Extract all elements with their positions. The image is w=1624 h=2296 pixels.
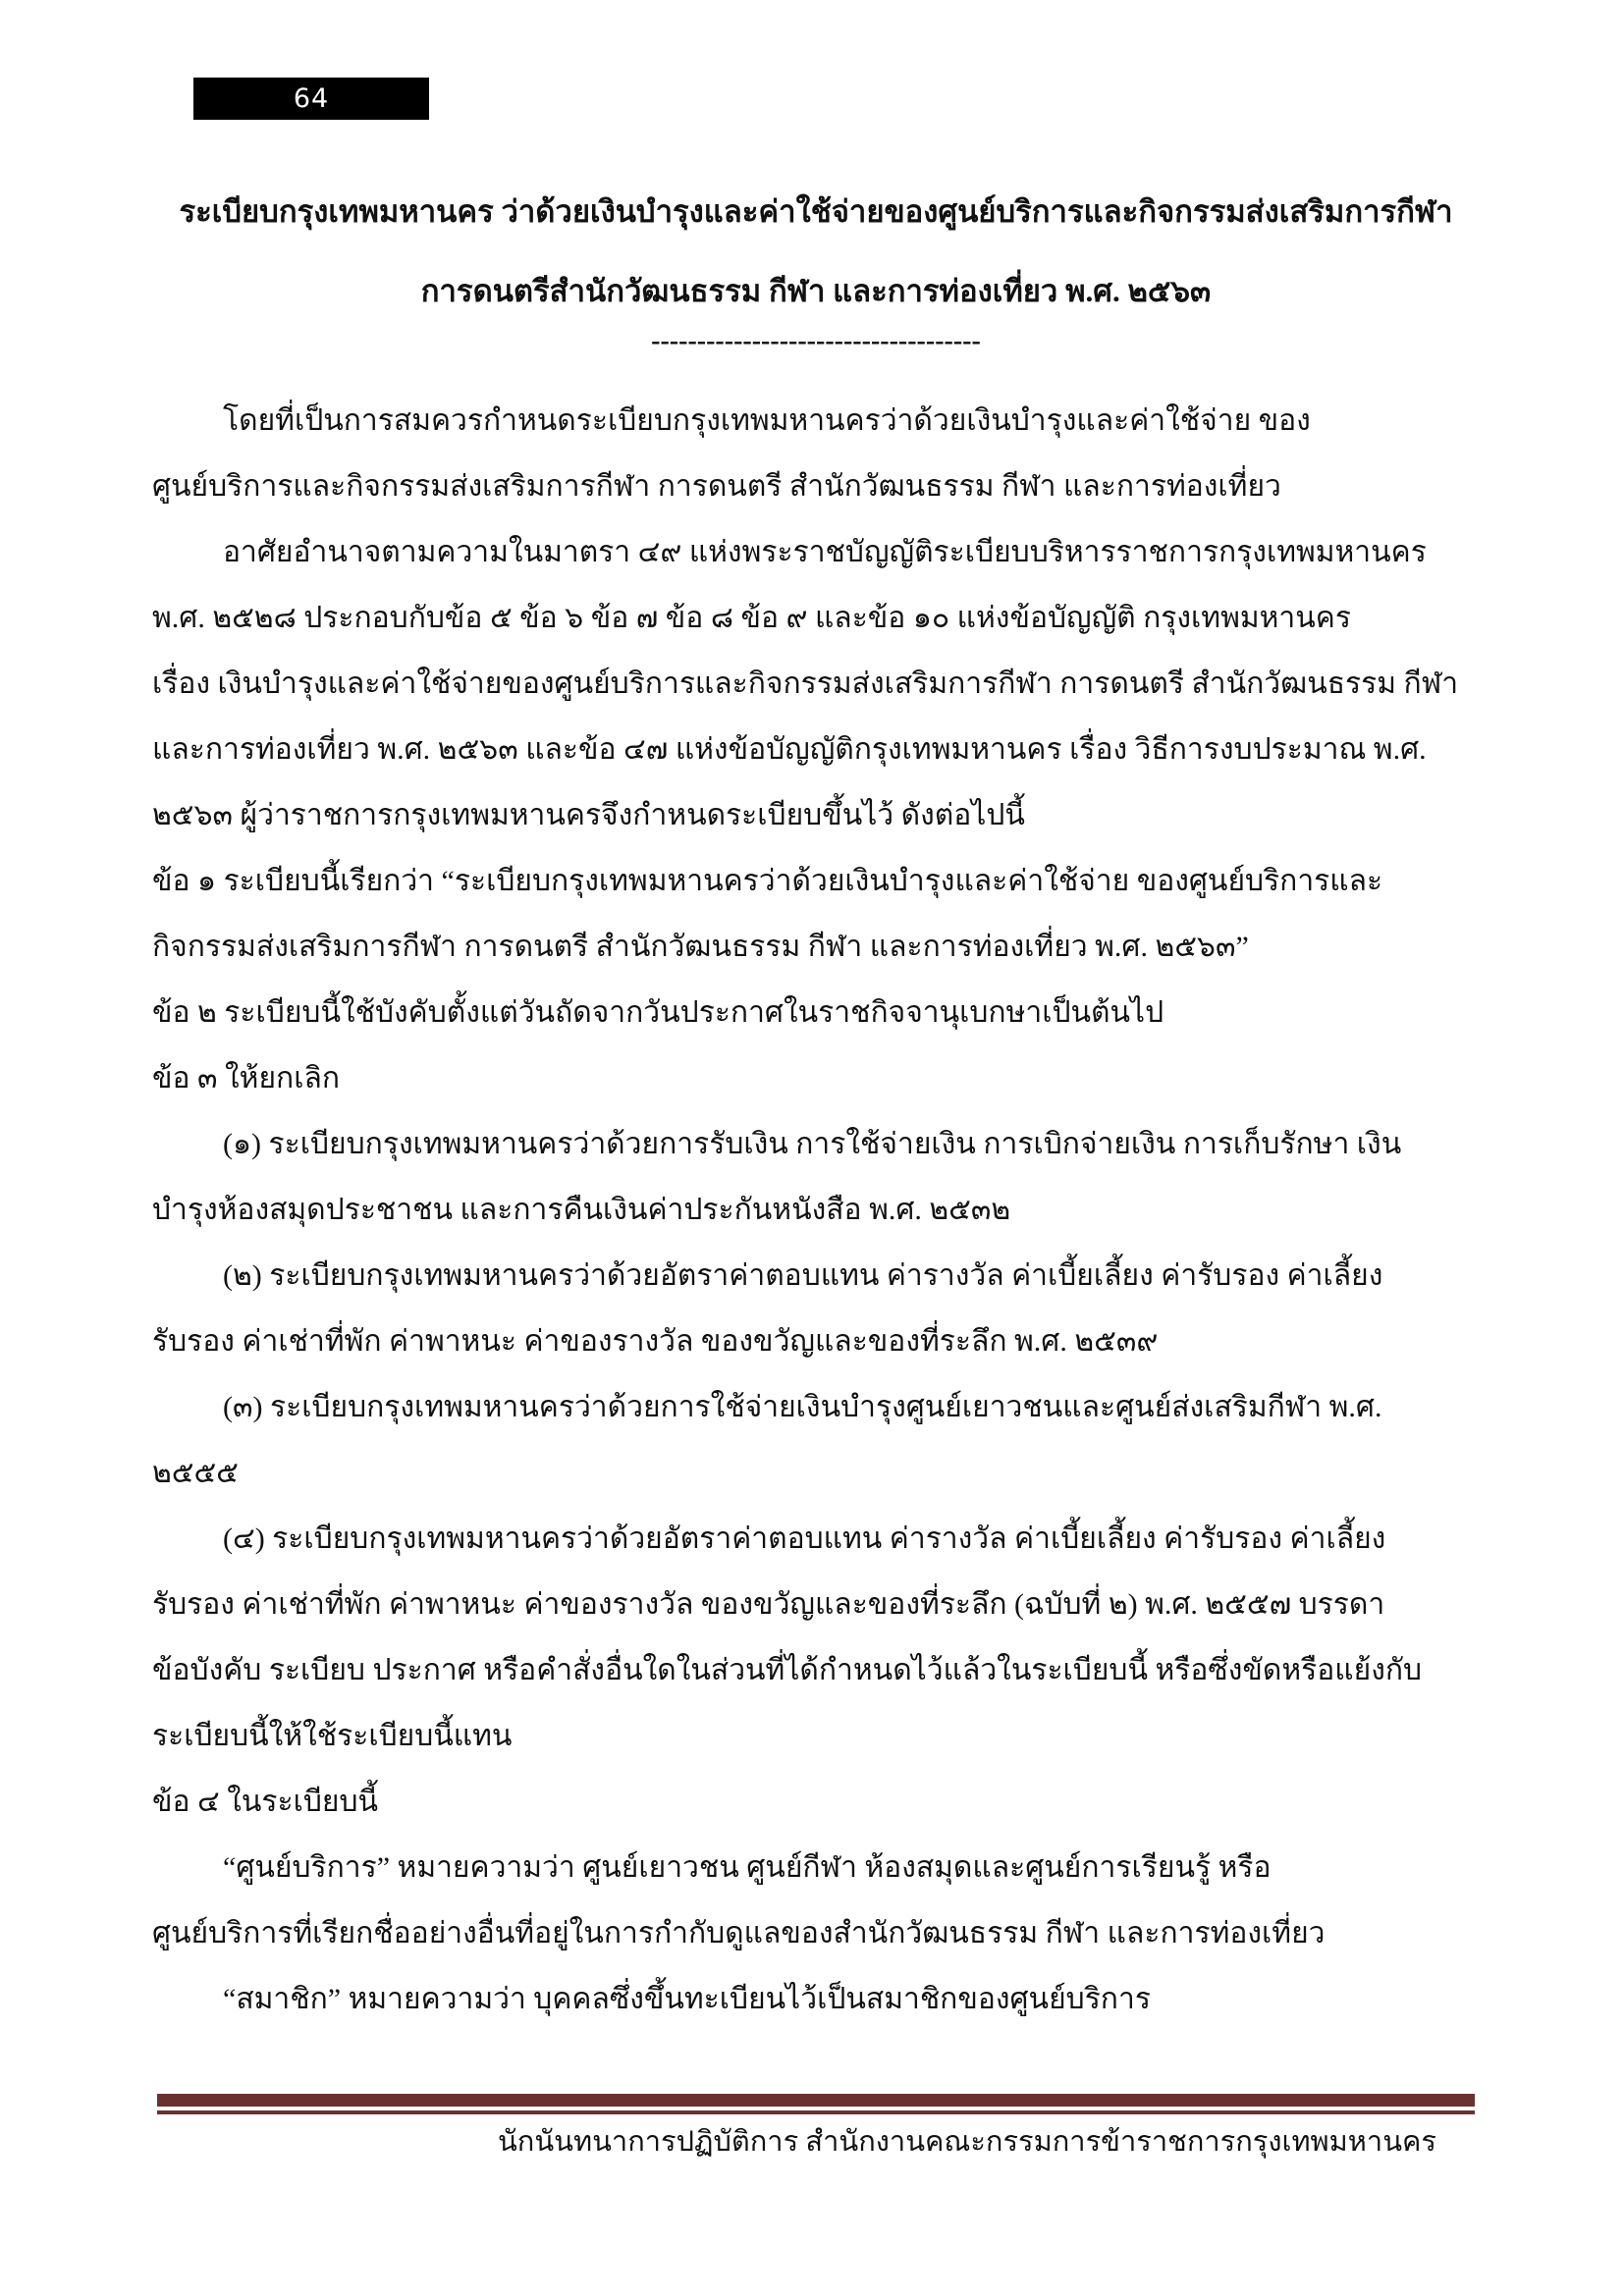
body-line: ศูนย์บริการที่เรียกชื่ออย่างอื่นที่อยู่ในการกำกับดูแลของสำนักวัฒนธรรม กีฬา และการท่องเที่ยว xyxy=(152,1917,1326,1949)
body-line: “ศูนย์บริการ” หมายความว่า ศูนย์เยาวชน ศูนย์กีฬา ห้องสมุดและศูนย์การเรียนรู้ หรือ xyxy=(223,1851,1272,1884)
body-line: ๒๕๕๕ xyxy=(152,1457,239,1489)
page-number-badge: 64 xyxy=(193,78,429,120)
body-line: รับรอง ค่าเช่าที่พัก ค่าพาหนะ ค่าของรางวัล ของขวัญและของที่ระลึก พ.ศ. ๒๕๓๙ xyxy=(152,1325,1159,1358)
body-line: โดยที่เป็นการสมควรกำหนดระเบียบกรุงเทพมหานครว่าด้วยเงินบำรุงและค่าใช้จ่าย ของ xyxy=(223,404,1311,437)
document-body xyxy=(152,388,1480,2032)
body-line: อาศัยอำนาจตามความในมาตรา ๔๙ แห่งพระราชบัญญัติระเบียบบริหารราชการกรุงเทพมหานคร xyxy=(223,536,1427,568)
footer xyxy=(152,2118,1480,2163)
body-line: ระเบียบนี้ให้ใช้ระเบียบนี้แทน xyxy=(152,1720,513,1752)
body-line: พ.ศ. ๒๕๒๘ ประกอบกับข้อ ๕ ข้อ ๖ ข้อ ๗ ข้อ ๘ ข้อ ๙ และข้อ ๑๐ แห่งข้อบัญญัติ กรุงเทพมหานคร xyxy=(152,602,1351,634)
document-title-line-2: การดนตรีสำนักวัฒนธรรม กีฬา และการท่องเที่ยว พ.ศ. ๒๕๖๓ xyxy=(420,274,1212,308)
body-line: กิจกรรมส่งเสริมการกีฬา การดนตรี สำนักวัฒนธรรม กีฬา และการท่องเที่ยว พ.ศ. ๒๕๖๓” xyxy=(152,931,1249,963)
body-line: รับรอง ค่าเช่าที่พัก ค่าพาหนะ ค่าของรางวัล ของขวัญและของที่ระลึก (ฉบับที่ ๒) พ.ศ. ๒๕๕๗ บรรดา xyxy=(152,1588,1385,1621)
body-line: (๒) ระเบียบกรุงเทพมหานครว่าด้วยอัตราค่าตอบแทน ค่ารางวัล ค่าเบี้ยเลี้ยง ค่ารับรอง ค่าเลี้ยง xyxy=(223,1259,1383,1292)
body-line: (๓) ระเบียบกรุงเทพมหานครว่าด้วยการใช้จ่ายเงินบำรุงศูนย์เยาวชนและศูนย์ส่งเสริมกีฬา พ.ศ. xyxy=(223,1391,1382,1423)
body-line: ๒๕๖๓ ผู้ว่าราชการกรุงเทพมหานครจึงกำหนดระเบียบขึ้นไว้ ดังต่อไปนี้ xyxy=(152,799,1025,831)
body-line: ศูนย์บริการและกิจกรรมส่งเสริมการกีฬา การดนตรี สำนักวัฒนธรรม กีฬา และการท่องเที่ยว xyxy=(152,470,1281,503)
footer-signature-text: นักนันทนาการปฏิบัติการ สำนักงานคณะกรรมการข้าราชการกรุงเทพมหานคร xyxy=(497,2126,1436,2158)
body-line: ข้อ ๒ ระเบียบนี้ใช้บังคับตั้งแต่วันถัดจากวันประกาศในราชกิจจานุเบกษาเป็นต้นไป xyxy=(152,996,1164,1029)
body-line: เรื่อง เงินบำรุงและค่าใช้จ่ายของศูนย์บริการและกิจกรรมส่งเสริมการกีฬา การดนตรี สำนักวัฒนธรรม กีฬา xyxy=(152,667,1459,700)
title-dash-separator: ------------------------------------ xyxy=(651,326,981,356)
body-line: และการท่องเที่ยว พ.ศ. ๒๕๖๓ และข้อ ๔๗ แห่งข้อบัญญัติกรุงเทพมหานคร เรื่อง วิธีการงบประมาณ พ.ศ. xyxy=(152,733,1427,766)
body-line: (๑) ระเบียบกรุงเทพมหานครว่าด้วยการรับเงิน การใช้จ่ายเงิน การเบิกจ่ายเงิน การเก็บรักษา เงิน xyxy=(223,1128,1402,1160)
document-title-line-1: ระเบียบกรุงเทพมหานคร ว่าด้วยเงินบำรุงและค่าใช้จ่ายของศูนย์บริการและกิจกรรมส่งเสริมการกีฬา xyxy=(179,194,1453,229)
body-line: ข้อบังคับ ระเบียบ ประกาศ หรือคำสั่งอื่นใดในส่วนที่ได้กำหนดไว้แล้วในระเบียบนี้ หรือซึ่งขัดหรือแย้งกับ xyxy=(152,1654,1423,1686)
body-line: ข้อ ๔ ในระเบียบนี้ xyxy=(152,1786,379,1818)
body-line: ข้อ ๓ ให้ยกเลิก xyxy=(152,1062,341,1095)
body-line: “สมาชิก” หมายความว่า บุคคลซึ่งขึ้นทะเบียนไว้เป็นสมาชิกของศูนย์บริการ xyxy=(223,1983,1151,2015)
footer-rule-thick xyxy=(157,2094,1475,2107)
body-line: ข้อ ๑ ระเบียบนี้เรียกว่า “ระเบียบกรุงเทพมหานครว่าด้วยเงินบำรุงและค่าใช้จ่าย ของศูนย์บริการและ xyxy=(152,865,1383,897)
body-line: (๔) ระเบียบกรุงเทพมหานครว่าด้วยอัตราค่าตอบแทน ค่ารางวัล ค่าเบี้ยเลี้ยง ค่ารับรอง ค่าเลี้ยง xyxy=(223,1522,1386,1555)
footer-rule-thin xyxy=(157,2110,1475,2114)
body-line: บำรุงห้องสมุดประชาชน และการคืนเงินค่าประกันหนังสือ พ.ศ. ๒๕๓๒ xyxy=(152,1194,1011,1226)
